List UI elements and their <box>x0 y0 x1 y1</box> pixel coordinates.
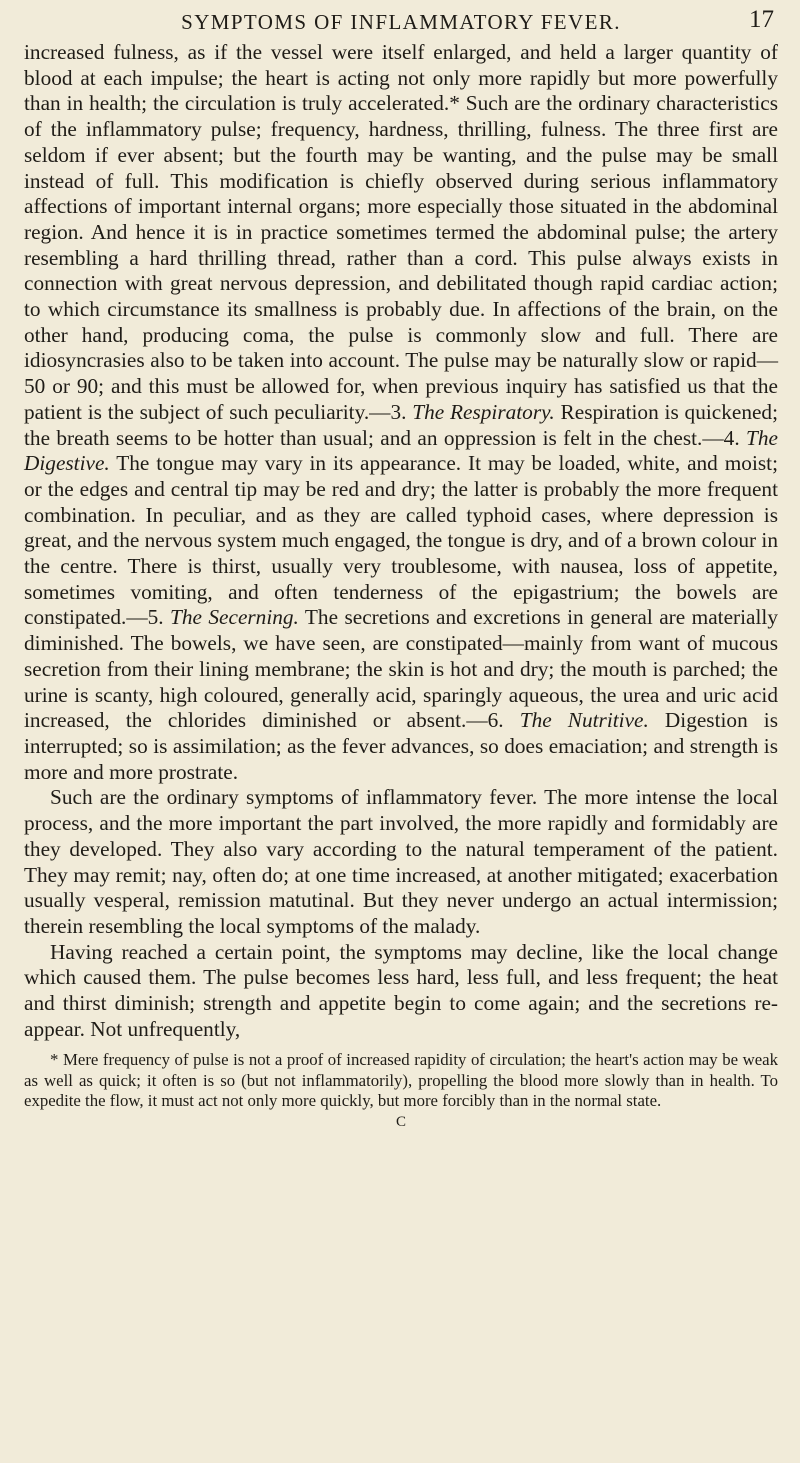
text-run: increased fulness, as if the vessel were itself enlarged, and held a larger quantity of blood at each impulse; the heart is acting not only more rapidly but more powerfully than in health; the circulation is truly accelerated.* Such are the ordinary characteristics of the inflammatory pulse; frequency, hardness, thrilling, fulness. The three first are seldom if ever absent; but the fourth may be wanting, and the pulse may be small instead of full. This modification is chiefly observed during serious inflammatory affections of important internal organs; more especially those situated in the abdominal region. And hence it is in practice sometimes termed the abdominal pulse; the artery resembling a hard thrilling thread, rather than a cord. This pulse always exists in connection with great nervous depression, and debilitated though rapid cardiac action; to which circumstance its smallness is probably due. In affections of the brain, on the other hand, producing coma, the pulse is commonly slow and full. There are idiosyncrasies also to be taken into account. The pulse may be naturally slow or rapid—50 or 90; and this must be allowed for, when previous inquiry has satisfied us that the patient is the subject of such peculiarity.—3. <box>24 40 778 424</box>
section-heading-secerning: The Secerning. <box>170 605 299 630</box>
running-head: SYMPTOMS OF INFLAMMATORY FEVER. <box>181 10 621 34</box>
paragraph: Such are the ordinary symptoms of inflammatory fever. The more intense the local process, and the more important the part involved, the more rapidly and formidably are they developed. They also vary according to the natural temperament of the patient. They may remit; nay, often do; at one time increased, at another mitigated; exacerbation usually vesperal, remission matutinal. But they never undergo an actual intermission; therein resembling the local symptoms of the malady. <box>24 785 778 938</box>
text-run: Respiration is quickened; the breath seems to be hotter than usual; and an oppression is felt in the chest.—4. <box>24 399 778 450</box>
section-heading-digestive: The Digestive. <box>24 425 778 476</box>
section-heading-nutritive: The Nutritive. <box>519 708 649 733</box>
page-header <box>24 4 778 40</box>
footnote: * Mere frequency of pulse is not a proof of increased rapidity of circulation; the heart's action may be weak as well as quick; it often is so (but not inflammatorily), propelling the blood more slowly than in health. To expedite the flow, it must act not only more quickly, but more forcibly than in the normal state. <box>24 1050 778 1111</box>
text-run: Digestion is interrupted; so is assimilation; as the fever advances, so does emaciation; and strength is more and more prostrate. <box>24 708 779 784</box>
paragraph-continued <box>24 40 778 785</box>
signature-mark: C <box>395 1113 406 1130</box>
paragraph: Having reached a certain point, the symptoms may decline, like the local change which caused them. The pulse becomes less hard, less full, and less frequent; the heat and thirst diminish; strength and appetite begin to come again; and the secretions re-appear. Not unfrequently, <box>24 939 778 1041</box>
main-text <box>24 40 778 1042</box>
section-heading-respiratory: The Respiratory. <box>412 399 555 424</box>
text-run: The tongue may vary in its appearance. It may be loaded, white, and moist; or the edges and central tip may be red and dry; the latter is probably the more frequent combination. In peculiar, and as they are called typhoid cases, where depression is great, and the nervous system much engaged, the tongue is dry, and of a brown colour in the centre. There is thirst, usually very troublesome, with nausea, loss of appetite, sometimes vomiting, and often tenderness of the epigastrium; the bowels are constipated.—5. <box>24 451 778 630</box>
page-number: 17 <box>749 6 774 33</box>
text-run: The secretions and excretions in general are materially diminished. The bowels, we have seen, are constipated—mainly from want of mucous secretion from their lining membrane; the skin is hot and dry; the mouth is parched; the urine is scanty, high coloured, generally acid, sparingly aqueous, the urea and uric acid increased, the chlorides diminished or absent.—6. <box>24 605 778 733</box>
